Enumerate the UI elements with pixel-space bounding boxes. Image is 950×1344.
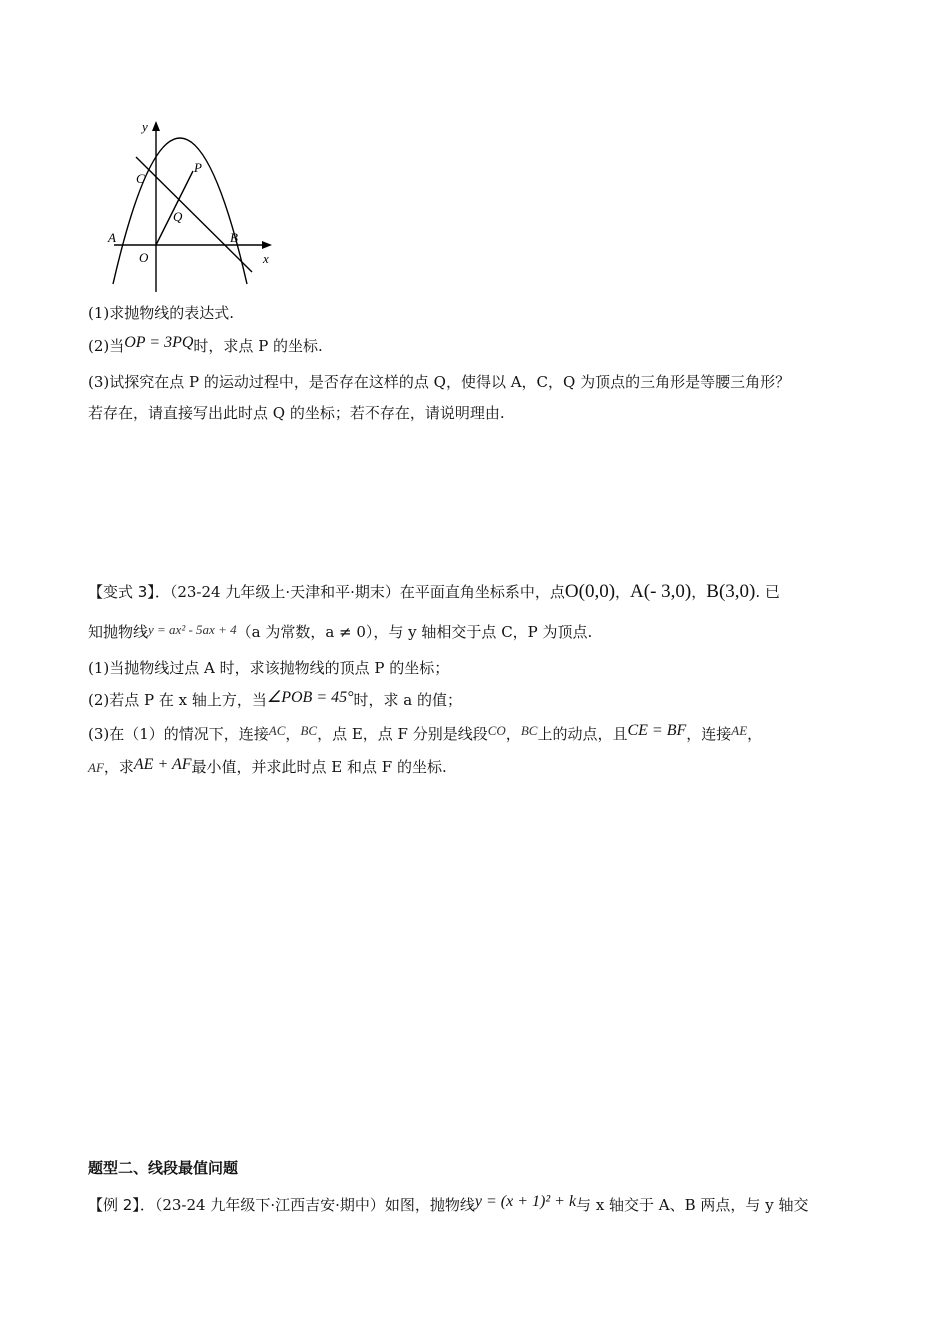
x-axis-arrow [262,241,272,249]
angle-pob: ∠POB = 45° [266,689,354,706]
variant-tag: 【变式 3】 [88,583,155,601]
problem-a-q2: (2)当OP = 3PQ时，求点 P 的坐标. [88,334,323,355]
expr-op-3pq: OP = 3PQ [124,334,194,351]
segment-ac: AC [268,723,286,738]
parabola-diagram [100,112,290,297]
segment-bc-2: BC [520,723,538,738]
problem-b-q3-line1: (3)在（1）的情况下，连接AC，BC，点 E，点 F 分别是线段CO，BC上的动点，且CE = BF，连接AE， [88,722,763,743]
problem-a-q1: (1)求抛物线的表达式. [88,304,235,322]
point-a: A(- 3,0) [630,581,692,602]
problem-b-q3-line2: AF，求AE + AF最小值，并求此时点 E 和点 F 的坐标. [88,756,447,776]
point-b: B(3,0) [706,581,756,602]
problem-b-q2: (2)若点 P 在 x 轴上方，当∠POB = 45°时，求 a 的值； [88,689,462,709]
problem-b-intro: 【变式 3】．（23-24 九年级上·天津和平·期末）在平面直角坐标系中，点O(0,0)，A(- 3,0)，B(3,0). 已 [88,581,780,602]
problem-a-q3-line1: (3)试探究在点 P 的运动过程中，是否存在这样的点 Q，使得以 A，C，Q 为顶点的三角形是等腰三角形？ [88,373,791,391]
segment-af: AF [88,760,104,775]
example-equation: y = (x + 1)² + k [474,1193,577,1210]
label-a: A [108,230,116,245]
label-q: Q [173,209,183,224]
parabola-figure [100,112,290,297]
expr-ae-plus-af: AE + AF [133,756,192,773]
segment-co: CO [487,723,506,738]
example-2-intro: 【例 2】．（23-24 九年级下·江西吉安·期中）如图，抛物线y = (x + 1)² + k与 x 轴交于 A、B 两点，与 y 轴交 [88,1193,809,1214]
problem-a-q3-line2: 若存在，请直接写出此时点 Q 的坐标；若不存在，请说明理由. [88,404,505,422]
problem-b-q1: (1)当抛物线过点 A 时，求该抛物线的顶点 P 的坐标； [88,659,450,677]
label-p: P [194,160,202,175]
segment-bc: BC [300,723,318,738]
point-o: O(0,0) [564,581,616,602]
label-c: C [136,171,145,186]
label-o: O [139,250,149,265]
y-axis-arrow [152,121,160,131]
section-heading: 题型二、线段最值问题 [88,1159,239,1177]
label-b: B [230,230,238,245]
label-y: y [142,119,148,134]
expr-ce-bf: CE = BF [627,722,687,739]
segment-ae: AE [731,723,748,738]
problem-b-line2: 知抛物线y = ax² - 5ax + 4（a 为常数，a ≠ 0），与 y 轴相交于点 C，P 为顶点. [88,622,593,641]
parabola-equation: y = ax² - 5ax + 4 [148,622,237,637]
label-x: x [263,251,269,266]
example-tag: 【例 2】 [88,1196,140,1214]
